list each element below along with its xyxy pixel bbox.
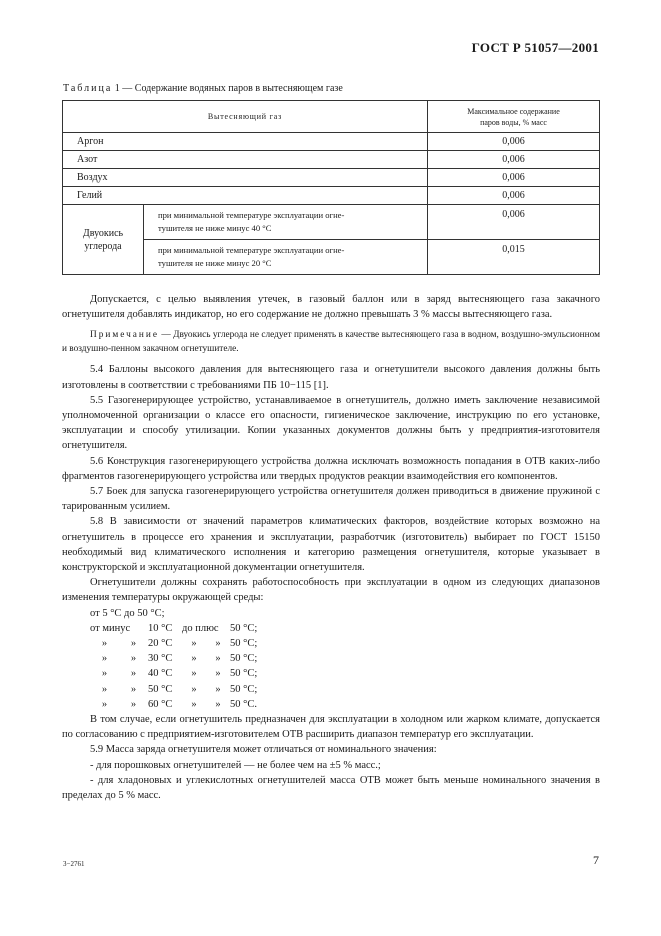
range-temp-high: 50 °С. [230,698,257,710]
ditto-mark: » [215,638,221,650]
co2-condition-line2: тушителя не ниже минус 20 °С [158,258,272,268]
list-item-powder: - для порошковых огнетушителей — не более чем на ±5 % масс.; [90,759,381,771]
paragraph-5-8-climate: В том случае, если огнетушитель предназначен для эксплуатации в холодном или жарком климате, допускается по согласованию с предприятием-изготовителем ОТВ расширить диапазон температур его эксплуатации. [62,714,600,741]
ditto-mark: » [101,653,108,665]
co2-value: 0,015 [428,240,600,275]
range-temp-low: 30 °С [148,653,173,665]
range-temp-high: 50 °С; [230,622,258,634]
range-row [62,636,600,651]
paragraph-5-7: 5.7 Боек для запуска газогенерирующего устройства огнетушителя должен приводиться в движение пружиной с тарированным усилием. [62,486,600,513]
range-temp-high: 50 °С; [230,668,258,680]
header-gas: Вытесняющий газ [63,101,428,133]
range-temp-low: 40 °С [148,668,173,680]
range-row [62,682,600,697]
gas-value: 0,006 [428,187,600,205]
table-row [63,151,600,169]
gas-name: Воздух [63,169,428,187]
co2-condition-line1: при минимальной температуре эксплуатации огне- [158,210,345,220]
ditto-mark: » [130,683,137,695]
table-row-co2-2 [63,240,600,275]
co2-condition [144,240,428,275]
gas-value: 0,006 [428,169,600,187]
list-item-halon: - для хладоновых и углекислотных огнетушителей масса ОТВ может быть меньше номинального значения в пределах до 5 % масс. [62,774,600,802]
co2-name-line1: Двуокись [82,227,124,239]
range-temp-high: 50 °С; [230,683,258,695]
gas-name: Аргон [63,133,428,151]
table-row [63,187,600,205]
range-temp-low: 20 °С [148,638,173,650]
table-row-co2-1 [63,205,600,240]
co2-condition [144,205,428,240]
ditto-mark: » [130,668,137,680]
table-caption-label: Таблица [63,83,113,94]
paragraph-5-8: 5.8 В зависимости от значений параметров климатических факторов, воздействие которых возможно на огнетушитель в процессе его хранения и эксплуатации, разработчик (изготовитель) выбирает по ГОСТ 15150 необходимый вид климатического исполнения и категорию размещения огнетушителя, которые указывает в конструкторской и эксплуатационной документации огнетушителя. [62,516,600,574]
paragraph-5-5: 5.5 Газогенерирующее устройство, устанавливаемое в огнетушитель, должно иметь заключение независимой уполномоченной организации о классе его опасности, гигиеническое заключение, инструкцию по его установке, эксплуатации и способу утилизации. Копии указанных документов должны быть у предприятия-изготовителя огнетушителя. [62,394,600,452]
table-row [63,133,600,151]
header-max-water-line2: паров воды, % масс [480,117,547,127]
range-temp-high: 50 °С; [230,653,258,665]
range-first: от 5 °С до 50 °С; [90,607,165,619]
co2-name [63,205,144,275]
ditto-mark: » [191,653,197,665]
paragraph-5-9: 5.9 Масса заряда огнетушителя может отличаться от номинального значения: [90,744,437,756]
ditto-mark: » [191,668,197,680]
range-from: от минус [90,622,131,634]
ditto-mark: » [191,683,197,695]
water-vapor-table [62,100,600,275]
ditto-mark: » [191,638,197,650]
co2-value: 0,006 [428,205,600,240]
gas-name: Азот [63,151,428,169]
co2-name-line2: углерода [84,240,122,252]
ditto-mark: » [130,653,137,665]
header-max-water [428,101,600,133]
table-caption-text: 1 — Содержание водяных паров в вытесняющем газе [112,83,343,94]
table-row [63,169,600,187]
note [62,328,600,356]
document-code-header: ГОСТ Р 51057—2001 [471,40,599,55]
table-caption [63,83,343,94]
range-row [62,666,600,681]
ditto-mark: » [101,698,108,710]
range-temp-high: 50 °С; [230,638,258,650]
range-temp-low: 50 °С [148,683,173,695]
ditto-mark: » [130,638,137,650]
page-number: 7 [593,853,599,867]
header-max-water-line1: Максимальное содержание [467,106,560,116]
paragraph-5-4: 5.4 Баллоны высокого давления для вытесняющего газа и огнетушители высокого давления должны быть изготовлены в соответствии с требованиями ПБ 10−115 [1]. [62,364,600,391]
ditto-mark: » [215,683,221,695]
range-to: до плюс [182,622,219,634]
note-label: Примечание [90,330,159,341]
paragraph-5-8-ranges-intro: Огнетушители должны сохранять работоспособность при эксплуатации в одном из следующих диапазонов изменения температуры окружающей среды: [62,577,600,604]
range-row [62,651,600,666]
range-temp-low: 10 °С [148,622,173,634]
ditto-mark: » [215,698,221,710]
co2-condition-line1: при минимальной температуре эксплуатации огне- [158,245,345,255]
paragraph-indicator: Допускается, с целью выявления утечек, в газовый баллон или в заряд вытесняющего газа закачного огнетушителя добавлять индикатор, но его содержание не должно превышать 3 % массы вытесняющего газа. [62,294,600,321]
co2-condition-line2: тушителя не ниже минус 40 °С [158,223,272,233]
range-row [62,621,600,636]
ditto-mark: » [130,698,137,710]
gas-value: 0,006 [428,133,600,151]
ditto-mark: » [215,653,221,665]
paragraph-5-6: 5.6 Конструкция газогенерирующего устройства должна исключать возможность попадания в ОТВ каких-либо фрагментов газогенерирующего устройства или твердых продуктов реакции взаимодействия его компонентов. [62,455,600,482]
gas-value: 0,006 [428,151,600,169]
gas-name: Гелий [63,187,428,205]
range-row [62,697,600,712]
table-header-row [63,101,600,133]
print-code: 3−2761 [63,860,85,868]
ditto-mark: » [101,638,108,650]
ditto-mark: » [101,683,108,695]
ditto-mark: » [215,668,221,680]
ditto-mark: » [191,698,197,710]
ditto-mark: » [101,668,108,680]
range-temp-low: 60 °С [148,698,173,710]
body-text [62,292,600,803]
note-text: — Двуокись углерода не следует применять в качестве вытесняющего газа в водном, воздушно-эмульсионном и воздушно-пенном закачном огнетушителе. [62,330,600,355]
